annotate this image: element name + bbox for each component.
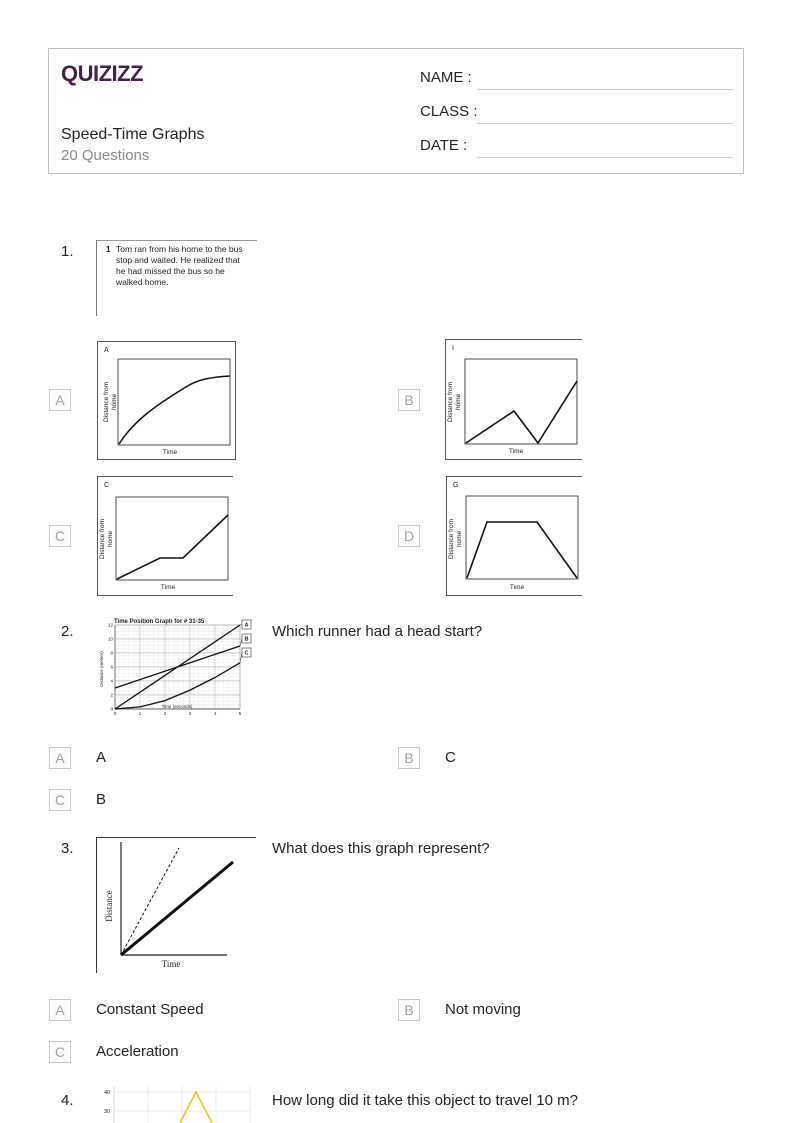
graph-letter: A — [104, 347, 109, 354]
q3-option-c-box[interactable]: C — [49, 1041, 71, 1063]
q3-option-c-text[interactable]: Acceleration — [96, 1043, 179, 1060]
q2-line-label-connector — [240, 653, 242, 663]
q4-ytick: 30 — [104, 1109, 111, 1115]
name-line[interactable] — [477, 89, 733, 90]
q1-option-c-graph[interactable] — [97, 476, 233, 596]
q2-ytick-label: 2 — [110, 692, 113, 698]
q2-line-label-connector — [240, 639, 242, 647]
q3-graph — [96, 837, 256, 973]
solid-line — [121, 862, 233, 955]
graph-ylabel: Distance fromhome — [99, 518, 114, 560]
q2-line-label-connector — [240, 625, 242, 626]
q4-ytick: 40 — [104, 1090, 111, 1096]
q2-graph-ylabel: Distance (meters) — [99, 651, 104, 687]
q3-option-a-text[interactable]: Constant Speed — [96, 1001, 204, 1018]
q1-prompt-line: Tom ran from his home to the bus — [116, 244, 243, 254]
class-line[interactable] — [477, 123, 733, 124]
q1-prompt-line: stop and waited. He realized that — [116, 255, 240, 265]
q2-xtick-label: 1 — [138, 711, 142, 716]
q2-xtick-label: 3 — [188, 711, 192, 716]
q1-prompt-number: 1 — [106, 245, 111, 254]
logo-text: QUIZIZZ — [61, 61, 144, 86]
q2-graph — [98, 617, 256, 723]
worksheet-subtitle: 20 Questions — [61, 147, 150, 164]
q3-option-b-text[interactable]: Not moving — [445, 1001, 521, 1018]
q2-xtick-label: 0 — [113, 711, 117, 716]
q3-graph-xlabel: Time — [161, 959, 181, 969]
q3-graph-ylabel: Distance — [104, 890, 114, 922]
question-4-text: How long did it take this object to travel 10 m? — [272, 1092, 578, 1109]
quizizz-logo — [61, 59, 153, 87]
q2-ytick-label: 10 — [107, 636, 113, 642]
q2-option-a-box[interactable]: A — [49, 747, 71, 769]
question-1-number: 1. — [61, 243, 74, 260]
q2-ytick-label: 0 — [110, 706, 113, 712]
graph-xlabel: Time — [508, 448, 524, 455]
chart-line — [119, 376, 230, 444]
q1-option-b-graph[interactable] — [445, 339, 582, 460]
q2-xtick-label: 5 — [238, 711, 242, 716]
question-2-number: 2. — [61, 623, 74, 640]
name-label: NAME : — [420, 69, 472, 86]
graph-ylabel: Distance fromhome — [103, 381, 118, 423]
q1-option-a-graph[interactable] — [97, 341, 236, 460]
q2-line-label: B — [244, 636, 249, 643]
q4-graph — [100, 1086, 254, 1123]
q2-ytick-label: 8 — [110, 650, 113, 656]
worksheet-title: Speed-Time Graphs — [61, 126, 205, 143]
q2-line-label: C — [244, 650, 249, 657]
graph-letter: I — [452, 345, 454, 352]
q2-line-label: A — [244, 622, 249, 629]
q3-option-b-box[interactable]: B — [398, 999, 420, 1021]
question-3-text: What does this graph represent? — [272, 840, 490, 857]
dashed-line — [121, 848, 179, 955]
question-2-text: Which runner had a head start? — [272, 623, 483, 640]
q2-graph-title: Time Position Graph for # 31-35 — [114, 619, 205, 625]
q1-option-a-box[interactable]: A — [49, 389, 71, 411]
chart-line — [117, 515, 228, 579]
graph-ylabel: Distance fromhome — [447, 381, 462, 423]
graph-xlabel: Time — [509, 584, 525, 591]
chart-line — [466, 381, 577, 443]
chart-line — [180, 1092, 212, 1123]
question-3-number: 3. — [61, 840, 74, 857]
q2-option-c-box[interactable]: C — [49, 789, 71, 811]
chart-line — [467, 522, 577, 578]
q2-ytick-label: 12 — [107, 622, 113, 628]
q1-option-b-box[interactable]: B — [398, 389, 420, 411]
date-label: DATE : — [420, 137, 468, 154]
q2-xtick-label: 2 — [163, 711, 167, 716]
q2-xtick-label: 4 — [213, 711, 217, 716]
graph-xlabel: Time — [162, 449, 178, 456]
question-4-number: 4. — [61, 1092, 74, 1109]
graph-letter: C — [104, 482, 110, 489]
q2-option-c-text[interactable]: B — [96, 791, 107, 808]
q1-prompt-line: he had missed the bus so he — [116, 266, 225, 276]
q1-option-d-graph[interactable] — [446, 476, 582, 596]
graph-letter: G — [453, 482, 459, 489]
q1-prompt-line: walked home. — [116, 277, 169, 287]
worksheet-header — [48, 48, 744, 174]
q2-option-a-text[interactable]: A — [96, 749, 107, 766]
graph-xlabel: Time — [160, 584, 176, 591]
q2-option-b-box[interactable]: B — [398, 747, 420, 769]
graph-ylabel: Distance fromhome — [448, 518, 463, 560]
q1-option-d-box[interactable]: D — [398, 525, 420, 547]
q2-ytick-label: 6 — [110, 664, 113, 670]
q2-ytick-label: 4 — [110, 678, 113, 684]
q3-option-a-box[interactable]: A — [49, 999, 71, 1021]
date-line[interactable] — [477, 157, 733, 158]
q2-option-b-text[interactable]: C — [445, 749, 456, 766]
q2-graph-xlabel: Time (seconds) — [161, 704, 193, 709]
class-label: CLASS : — [420, 103, 478, 120]
q1-option-c-box[interactable]: C — [49, 525, 71, 547]
q1-prompt-image — [96, 240, 257, 316]
